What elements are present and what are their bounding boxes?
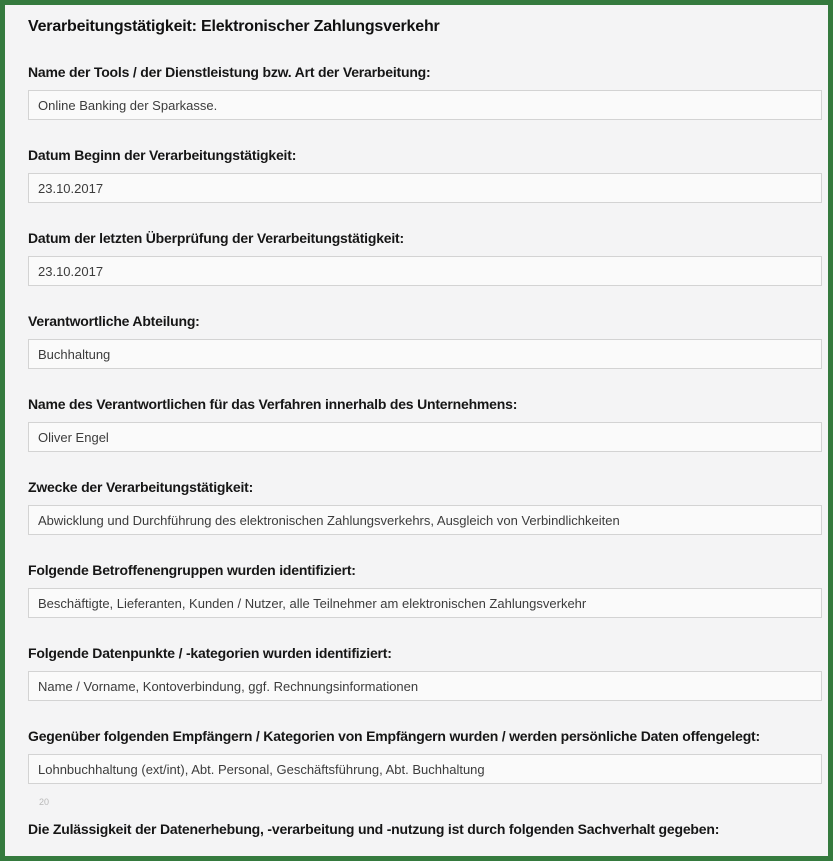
field-group-responsible-person xyxy=(28,394,816,452)
field-group-affected-groups xyxy=(28,560,816,618)
responsible-department-input[interactable] xyxy=(28,339,822,369)
field-label-purpose: Zwecke der Verarbeitungstätigkeit: xyxy=(28,479,254,495)
page-title: Verarbeitungstätigkeit: Elektronischer Zahlungsverkehr xyxy=(28,18,440,35)
field-group-recipients xyxy=(28,726,816,784)
responsible-person-input[interactable] xyxy=(28,422,822,452)
field-group-legal-basis xyxy=(28,819,816,839)
field-label-affected-groups: Folgende Betroffenengruppen wurden identifiziert: xyxy=(28,562,356,578)
field-label-recipients: Gegenüber folgenden Empfängern / Kategorien von Empfängern wurden / werden persönliche Daten offengelegt: xyxy=(28,728,760,744)
purpose-input[interactable] xyxy=(28,505,822,535)
tool-name-input[interactable] xyxy=(28,90,822,120)
field-group-last-review-date xyxy=(28,228,816,286)
affected-groups-input[interactable] xyxy=(28,588,822,618)
field-group-start-date xyxy=(28,145,816,203)
field-label-responsible-department: Verantwortliche Abteilung: xyxy=(28,313,200,329)
start-date-input[interactable] xyxy=(28,173,822,203)
field-label-legal-basis: Die Zulässigkeit der Datenerhebung, -verarbeitung und -nutzung ist durch folgenden Sachverhalt gegeben: xyxy=(28,821,720,837)
data-categories-input[interactable] xyxy=(28,671,822,701)
page-marker: 20 xyxy=(39,797,50,807)
field-label-responsible-person: Name des Verantwortlichen für das Verfahren innerhalb des Unternehmens: xyxy=(28,396,518,412)
field-label-tool-name: Name der Tools / der Dienstleistung bzw. Art der Verarbeitung: xyxy=(28,64,431,80)
field-label-data-categories: Folgende Datenpunkte / -kategorien wurden identifiziert: xyxy=(28,645,392,661)
recipients-input[interactable] xyxy=(28,754,822,784)
field-group-tool-name xyxy=(28,62,816,120)
field-group-data-categories xyxy=(28,643,816,701)
field-label-last-review-date: Datum der letzten Überprüfung der Verarbeitungstätigkeit: xyxy=(28,230,404,246)
field-group-responsible-department xyxy=(28,311,816,369)
last-review-date-input[interactable] xyxy=(28,256,822,286)
field-label-start-date: Datum Beginn der Verarbeitungstätigkeit: xyxy=(28,147,297,163)
field-group-purpose xyxy=(28,477,816,535)
